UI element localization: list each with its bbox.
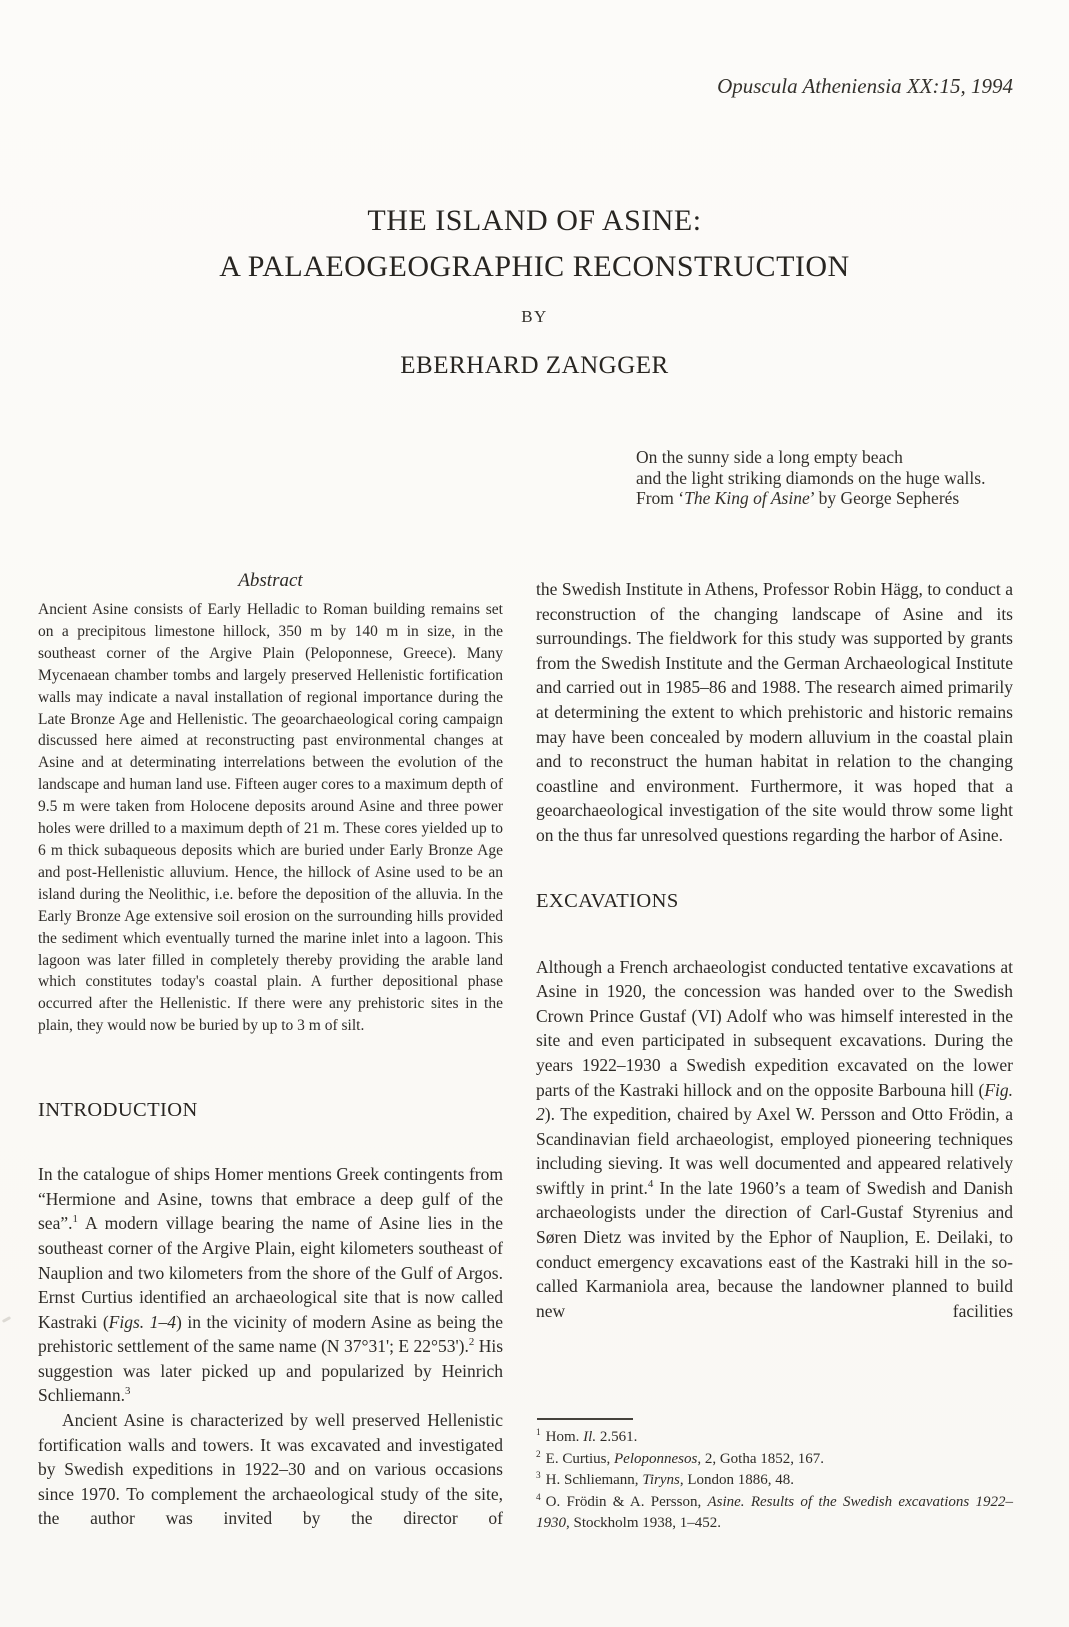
footnote-1 [536, 1427, 1013, 1449]
epigraph-line1: On the sunny side a long empty beach [636, 447, 903, 467]
section-heading-excavations: EXCAVATIONS [536, 889, 679, 912]
epigraph [636, 447, 1016, 509]
footnotes-block [536, 1418, 1013, 1535]
footnote-3-text: H. Schliemann, Tiryns, London 1886, 48. [545, 1472, 794, 1488]
epigraph-attribution: From ‘The King of Asine’ by George Sepherés [636, 488, 960, 508]
footnote-2 [536, 1449, 1013, 1471]
footnote-3-marker: 3 [536, 1471, 541, 1481]
journal-header: Opuscula Atheniensia XX:15, 1994 [717, 74, 1013, 98]
footnote-2-marker: 2 [536, 1449, 541, 1460]
article-title [0, 198, 1069, 290]
excavations-paragraph: Although a French archaeologist conducted tentative excavations at Asine in 1920, the concession was handed over to the Swedish Crown Prince Gustaf (VI) Adolf who was himself interested in the site and even participated in subsequent excavations. During the years 1922–1930 a Swedish expedition excavated on the lower parts of the Kastraki hillock and on the opposite Barbouna hill (Fig. 2). The expedition, chaired by Axel W. Persson and Otto Frödin, a Scandinavian field archaeologist, employed pioneering techniques including sieving. It was well documented and appeared relatively swiftly in print.$^4$ In the late 1960’s a team of Swedish and Danish archaeologists under the direction of Carl-Gustaf Styrenius and Søren Dietz was invited by the Ephor of Nauplion, E. Deilaki, to conduct emergency excavations east of the Kastraki hill in the so-called Karmaniola area, because the landowner planned to build new facilities [536, 956, 1013, 1321]
footnote-1-text: Hom. Il. 2.561. [545, 1429, 638, 1445]
footnote-4-marker: 4 [536, 1492, 541, 1503]
article-title-line2: A PALAEOGEOGRAPHIC RECONSTRUCTION [219, 250, 850, 283]
introduction-paragraph-1: In the catalogue of ships Homer mentions Greek contingents from “Hermione and Asine, towns that embrace a deep gulf of the sea”.$^1$ A modern village bearing the name of Asine lies in the southeast corner of the Argive Plain, eight kilometers southeast of Nauplion and two kilometers from the shore of the Gulf of Argos. Ernst Curtius identified an archaeological site that is now called Kastraki (Figs. 1–4) in the vicinity of modern Asine as being the prehistoric settlement of the same name (N 37°31'; E 22°53').$^2$ His suggestion was later picked up and popularized by Heinrich Schliemann.$^3$ [38, 1164, 504, 1406]
footnote-2-text: E. Curtius, Peloponnesos, 2, Gotha 1852, 167. [545, 1450, 824, 1467]
footnote-1-marker: 1 [536, 1428, 541, 1438]
article-title-line1: THE ISLAND OF ASINE: [367, 204, 702, 237]
byline-label: BY [521, 307, 548, 326]
left-column [38, 570, 503, 1531]
footnote-separator-rule [537, 1418, 633, 1420]
epigraph-line2: and the light striking diamonds on the huge walls. [636, 467, 986, 488]
abstract-body: Ancient Asine consists of Early Helladic to Roman building remains set on a precipitous limestone hillock, 350 m by 140 m in size, in the southeast corner of the Argive Plain (Peloponnese, Greece). Many Mycenaean chamber tombs and largely preserved Hellenistic fortification walls may indicate a naval installation of regional importance during the Late Bronze Age and Hellenistic. The geoarchaeological coring campaign discussed here aimed at reconstructing past environmental changes at Asine and at determinating interrelations between the evolution of the landscape and human land use. Fifteen auger cores to a maximum depth of 9.5 m were taken from Holocene deposits around Asine and three power holes were drilled to a maximum depth of 21 m. These cores yielded up to 6 m thick subaqueous deposits which are buried under Early Bronze Age and post-Hellenistic alluvium. Hence, the hillock of Asine used to be an island during the Neolithic, i.e. before the deposition of the alluvia. In the Early Bronze Age extensive soil erosion on the surrounding hills provided the sediment which eventually turned the marine inlet into a lagoon. This lagoon was later filled in completely thereby providing the arable land which constitutes today's coastal plain. A further depositional phase occurred after the Hellenistic. If there were any prehistoric sites in the plain, they would now be buried by up to 3 m of silt. [38, 601, 503, 1035]
right-column [536, 577, 1013, 1323]
footnote-4-text: O. Frödin & A. Persson, Asine. Results of the Swedish excavations 1922–1930, Stockholm 1938, 1–452. [536, 1493, 1013, 1531]
author-name: EBERHARD ZANGGER [400, 352, 669, 379]
section-heading-introduction: INTRODUCTION [38, 1099, 198, 1122]
abstract-heading: Abstract [238, 570, 303, 591]
scan-artifact [2, 1316, 11, 1323]
footnote-4 [536, 1492, 1013, 1535]
introduction-paragraph-2: Ancient Asine is characterized by well preserved Hellenistic fortification walls and towers. It was excavated and investigated by Swedish expeditions in 1922–30 and on various occasions since 1970. To complement the archaeological study of the site, the author was invited by the director of [38, 1410, 503, 1529]
continuation-paragraph: the Swedish Institute in Athens, Professor Robin Hägg, to conduct a reconstruction of the changing landscape of Asine and its surroundings. The fieldwork for this study was supported by grants from the Swedish Institute and the German Archaeological Institute and carried out in 1985–86 and 1988. The research aimed primarily at determining the extent to which prehistoric and historic remains may have been concealed by modern alluvium in the coastal plain and to reconstruct the human habitat in relation to the changing coastline and environment. Furthermore, it was hoped that a geoarchaeological investigation of the site would throw some light on the thus far unresolved questions regarding the harbor of Asine. [536, 579, 1013, 845]
footnote-3 [536, 1470, 1013, 1492]
